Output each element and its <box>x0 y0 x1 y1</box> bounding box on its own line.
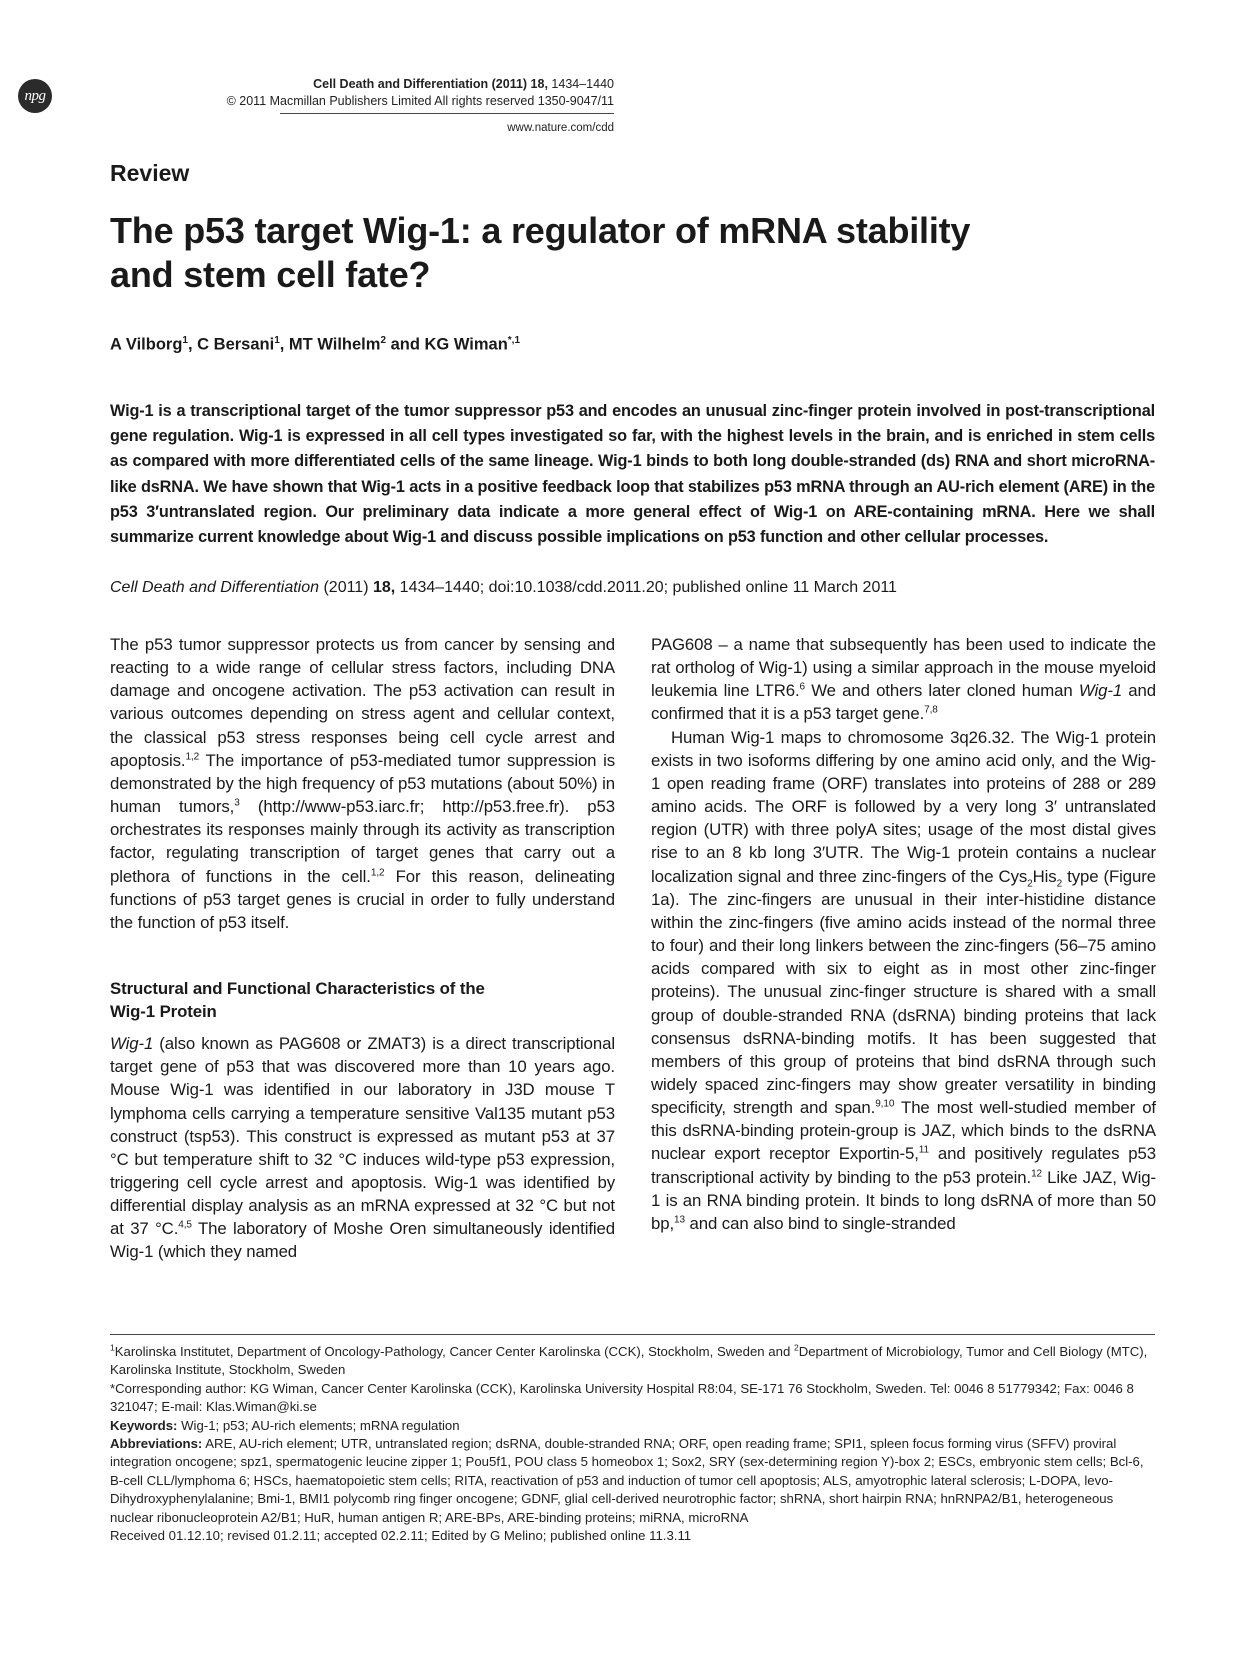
publisher-logo: npg <box>18 79 52 113</box>
section-label: Review <box>110 160 190 186</box>
abbreviations-label: Abbreviations: <box>110 1436 203 1452</box>
left-column <box>110 633 615 1264</box>
intro-paragraph <box>110 633 615 934</box>
text-run: and confirmed that it is a p53 target gene. <box>651 681 1156 724</box>
right-column <box>651 633 1156 1235</box>
affiliation-mark: 2 <box>380 335 386 346</box>
keywords <box>110 1417 1155 1435</box>
reference-mark[interactable]: 1,2 <box>185 751 200 763</box>
citation-details: 1434–1440; doi:10.1038/cdd.2011.20; published online 11 March 2011 <box>395 579 897 596</box>
text-run: Like JAZ, Wig-1 is an RNA binding protein. It binds to long dsRNA of more than 50 bp, <box>651 1167 1157 1233</box>
abstract: Wig-1 is a transcriptional target of the tumor suppressor p53 and encodes an unusual zinc-finger protein involved in post-transcriptional gene regulation. Wig-1 is expressed in all cell types investigated so far, with the highest levels in the brain, and is enriched in stem cells as compared with more differentiated cells of the same lineage. Wig-1 binds to both long double-stranded (ds) RNA and short microRNA-like dsRNA. We have shown that Wig-1 acts in a positive feedback loop that stabilizes p53 mRNA through an AU-rich element (ARE) in the p53 3′untranslated region. Our preliminary data indicate a more general effect of Wig-1 on ARE-containing mRNA. Here we shall summarize current knowledge about Wig-1 and discuss possible implications on p53 function and other cellular processes. <box>110 402 1155 547</box>
section-heading <box>110 977 615 1023</box>
text-run: For this reason, delineating functions of p53 target genes is crucial in order to fully understand the function of p53 itself. <box>110 866 616 932</box>
text-run: PAG608 – a name that subsequently has been used to indicate the rat ortholog of Wig-1) using a similar approach in the mouse myeloid leukemia line LTR6. <box>651 635 1156 701</box>
author-list <box>110 335 520 355</box>
journal-name: Cell Death and Differentiation (2011) 18, <box>313 77 548 91</box>
title-line-1: The p53 target Wig-1: a regulator of mRNA stability <box>110 210 971 251</box>
affiliation-mark: 1 <box>110 1342 115 1353</box>
gene-name: Wig-1 <box>110 1034 154 1054</box>
citation-year: (2011) <box>319 579 373 596</box>
body-paragraph <box>110 1032 615 1264</box>
citation-journal: Cell Death and Differentiation <box>110 579 320 596</box>
body-paragraph <box>651 726 1156 1235</box>
text-run: The laboratory of Moshe Oren simultaneously identified Wig-1 (which they named <box>110 1219 615 1262</box>
affiliation-text: Karolinska Institutet, Department of Oncology-Pathology, Cancer Center Karolinska (CCK), Stockholm, Sweden and <box>114 1344 794 1359</box>
reference-mark[interactable]: 7,8 <box>924 704 938 716</box>
text-run: His <box>1032 866 1057 886</box>
author: , MT Wilhelm <box>279 335 381 354</box>
heading-line: Structural and Functional Characteristics of the <box>110 979 485 999</box>
subscript: 2 <box>1056 877 1063 889</box>
corresponding-author: *Corresponding author: KG Wiman, Cancer Center Karolinska (CCK), Karolinska University Hospital R8:04, SE-171 76 Stockholm, Sweden. Tel: 0046 8 51779342; Fax: 0046 8 321047; E-mail: Klas.Wiman@ki.se <box>110 1380 1134 1415</box>
header-divider <box>280 113 614 114</box>
text-run: and positively regulates p53 transcriptional activity by binding to the p53 protein. <box>651 1144 1156 1187</box>
article-title <box>110 209 1110 297</box>
journal-pages: 1434–1440 <box>551 77 614 91</box>
affiliation-text: Department of Microbiology, Tumor and Cell Biology (MTC), Karolinska Institute, Stockholm, Sweden <box>110 1344 1148 1378</box>
reference-mark[interactable]: 1,2 <box>370 866 385 878</box>
author: A Vilborg <box>110 335 183 354</box>
text-run: (also known as PAG608 or ZMAT3) is a direct transcriptional target gene of p53 that was discovered more than 10 years ago. Mouse Wig-1 was identified in our laboratory in J3D mouse T lymphoma cells carrying a temperature sensitive Val135 mutant p53 construct (tsp53). This construct is expressed as mutant p53 at 37 °C but temperature shift to 32 °C induces wild-type p53 expression, triggering cell cycle arrest and apoptosis. Wig-1 was identified by differential display analysis as an mRNA expressed at 32 °C but not at 37 °C. <box>110 1034 615 1239</box>
article-citation <box>110 577 1170 599</box>
affiliation-mark: 1 <box>274 335 280 346</box>
reference-mark[interactable]: 11 <box>918 1144 929 1156</box>
reference-mark[interactable]: 13 <box>674 1214 685 1226</box>
footnotes <box>110 1334 1155 1545</box>
reference-mark[interactable]: 12 <box>1031 1168 1043 1179</box>
gene-name: Wig-1 <box>1078 681 1123 701</box>
received-dates: Received 01.12.10; revised 01.2.11; accepted 02.2.11; Edited by G Melino; published online 11.3.11 <box>110 1528 692 1544</box>
affiliation-mark: 2 <box>793 1342 799 1353</box>
reference-mark[interactable]: 3 <box>234 797 240 809</box>
text-run: and can also bind to single-stranded <box>684 1213 956 1233</box>
text-run: Human Wig-1 maps to chromosome 3q26.32. The Wig-1 protein exists in two isoforms differing by one amino acid only, and the Wig-1 open reading frame (ORF) translates into proteins of 288 or 289 amino acids. The ORF is followed by a very long 3′ untranslated region (UTR) with three polyA sites; usage of the most distal gives rise to an 8 kb long 3′UTR. The Wig-1 protein contains a nuclear localization signal and three zinc-fingers of the Cys <box>651 727 1156 886</box>
affiliation-mark: 1 <box>182 335 188 346</box>
author: and KG Wiman <box>386 335 508 354</box>
copyright: © 2011 Macmillan Publishers Limited All rights reserved 1350-9047/11 <box>226 94 614 108</box>
keywords-text: Wig-1; p53; AU-rich elements; mRNA regulation <box>177 1417 460 1433</box>
reference-mark[interactable]: 6 <box>799 681 805 693</box>
body-paragraph <box>651 633 1156 726</box>
reference-mark[interactable]: 9,10 <box>875 1098 895 1110</box>
text-run: We and others later cloned human <box>804 681 1079 701</box>
author: , C Bersani <box>187 335 275 354</box>
journal-citation-line <box>150 76 614 93</box>
citation-volume: 18, <box>372 579 396 596</box>
text-run: The importance of p53-mediated tumor suppression is demonstrated by the high frequency of p53 mutations (about 50%) in human tumors, <box>110 750 615 817</box>
journal-header <box>150 76 614 137</box>
text-run: The most well-studied member of this dsRNA-binding protein-group is JAZ, which binds to the dsRNA nuclear export receptor Exportin-5, <box>651 1098 1156 1164</box>
abbreviations <box>110 1435 1155 1527</box>
text-run: The p53 tumor suppressor protects us from cancer by sensing and reacting to a wide range of cellular stress factors, including DNA damage and oncogene activation. The p53 activation can result in various outcomes depending on stress agent and cellular context, the classical p53 stress responses being cell cycle arrest and apoptosis. <box>110 635 615 770</box>
keywords-label: Keywords: <box>110 1417 178 1433</box>
subscript: 2 <box>1027 877 1033 889</box>
affiliations <box>110 1343 1155 1380</box>
abbreviations-text: ARE, AU-rich element; UTR, untranslated region; dsRNA, double-stranded RNA; ORF, open reading frame; SPI1, spleen focus forming virus (SFFV) proviral integration oncogene; spz1, spermatogenic leucine zipper 1; Pou5f1, POU class 5 homeobox 1; Sox2, SRY (sex-determining region Y)-box 2; ESCs, embryonic stem cells; Bcl-6, B-cell CLL/lymphoma 6; HSCs, haematopoietic stem cells; RITA, reactivation of p53 and induction of tumor cell apoptosis; ALS, amyotrophic lateral sclerosis; L-DOPA, levo-Dihydroxyphenylalanine; Bmi-1, BMI1 polycomb ring finger oncogene; GDNF, glial cell-derived neurotrophic factor; shRNA, short hairpin RNA; hnRNPA2/B1, heterogeneous nuclear ribonucleoprotein A2/B1; HuR, human antigen R; ARE-BPs, ARE-binding proteins; miRNA, microRNA <box>110 1436 1144 1525</box>
reference-mark[interactable]: 4,5 <box>178 1219 192 1231</box>
journal-url[interactable]: www.nature.com/cdd <box>507 122 614 134</box>
heading-line: Wig-1 Protein <box>110 1002 217 1022</box>
text-run: type (Figure 1a). The zinc-fingers are unusual in their inter-histidine distance within the zinc-fingers (five amino acids instead of the normal three to four) and their long linkers between the zinc-fingers (56–75 amino acids compared with six to eight as in most other zinc-finger proteins). The unusual zinc-finger structure is shared with a small group of double-stranded RNA (dsRNA) binding proteins that lack consensus dsRNA-binding motifs. It has been suggested that members of this group of proteins that bind dsRNA through such widely spaced zinc-fingers may show greater versatility in binding specificity, strength and span. <box>651 866 1156 1118</box>
title-line-2: and stem cell fate? <box>110 254 431 295</box>
affiliation-mark: *,1 <box>507 335 521 346</box>
text-run: (http://www-p53.iarc.fr; http://p53.free.fr). p53 orchestrates its responses mainly through its activity as transcription factor, regulating transcription of target genes that carry out a plethora of functions in the cell. <box>110 797 616 886</box>
